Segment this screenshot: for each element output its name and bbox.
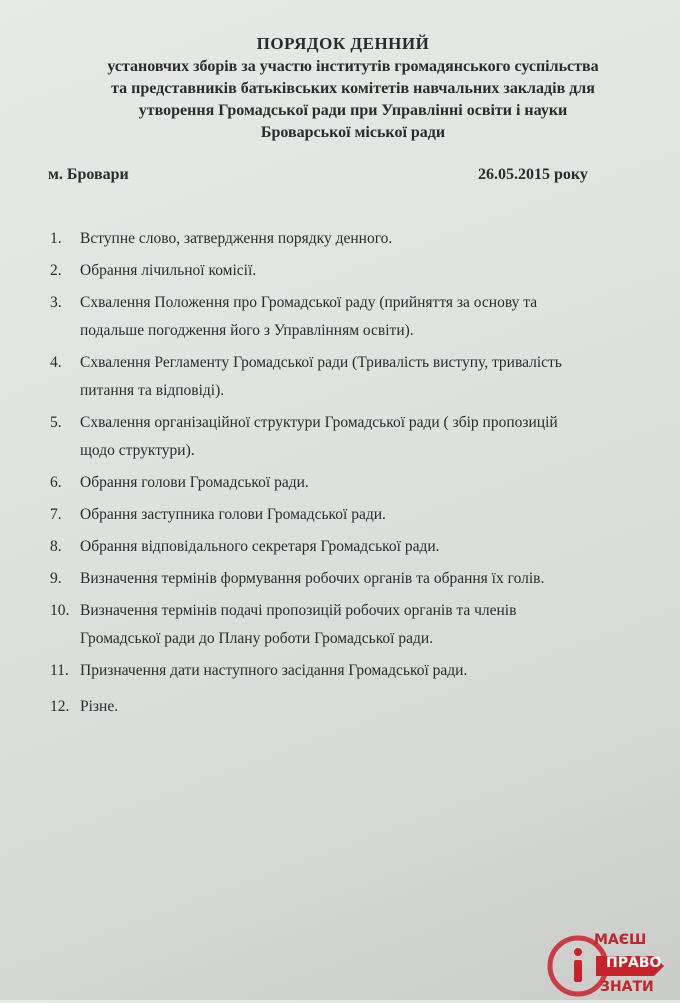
agenda-item-text: Обрання лічильної комісії. (80, 262, 257, 279)
agenda-item-text-continued: щодо структури). (80, 442, 195, 459)
agenda-item-text: Обрання голови Громадської ради. (80, 474, 309, 491)
page-title: ПОРЯДОК ДЕННИЙ (256, 34, 430, 53)
agenda-item (50, 352, 630, 402)
agenda-item-text: Вступне слово, затвердження порядку денного. (80, 230, 393, 247)
agenda-item (50, 228, 630, 250)
agenda-item-text: Схвалення Положення про Громадської раду (прийняття за основу та (80, 294, 538, 311)
agenda-item-number: 9. (50, 570, 62, 587)
agenda-item (50, 412, 630, 462)
agenda-item-number: 1. (50, 230, 62, 247)
header (0, 34, 680, 144)
subtitle-line: та представників батьківських комітетів навчальних закладів для (111, 80, 595, 97)
agenda-item-text: Визначення термінів подачі пропозицій робочих органів та членів (80, 602, 517, 619)
watermark-line2: ПРАВО (606, 955, 662, 971)
subtitle-line: установчих зборів за участю інститутів громадянського суспільства (107, 58, 599, 75)
agenda-item-number: 6. (50, 474, 62, 491)
agenda-item-text-continued: Громадської ради до Плану роботи Громадської ради. (80, 630, 434, 647)
agenda-item-text-continued: питання та відповіді). (80, 382, 225, 399)
agenda-item (50, 696, 630, 718)
agenda-item-number: 3. (50, 294, 62, 311)
watermark-line3: ЗНАТИ (600, 979, 654, 995)
agenda-item (50, 600, 630, 650)
watermark-logo (546, 930, 676, 998)
watermark-line1: МАЄШ (594, 932, 647, 948)
agenda-item-number: 10. (50, 602, 70, 619)
place: м. Бровари (48, 166, 129, 183)
subtitle-line: Броварської міської ради (260, 124, 446, 141)
agenda-item-text: Визначення термінів формування робочих органів та обрання їх голів. (80, 570, 545, 587)
agenda-item-number: 5. (50, 414, 62, 431)
agenda-item-text: Схвалення Регламенту Громадської ради (Тривалість виступу, тривалість (80, 354, 562, 371)
page-subtitle (0, 56, 680, 144)
agenda-item (50, 292, 630, 342)
agenda-item (50, 536, 630, 558)
agenda-item-text: Обрання відповідального секретаря Громадської ради. (80, 538, 440, 555)
subtitle-line: утворення Громадської ради при Управлінні освіти і науки (138, 102, 568, 119)
agenda-item-text-continued: подальше погодження його з Управлінням освіти). (80, 322, 414, 339)
agenda-item-text: Схвалення організаційної структури Громадської ради ( збір пропозицій (80, 414, 558, 431)
agenda-item-number: 12. (50, 698, 70, 715)
agenda-item-number: 7. (50, 506, 62, 523)
agenda-item-text: Різне. (80, 698, 119, 715)
agenda-item-number: 11. (50, 662, 69, 679)
agenda-item-number: 4. (50, 354, 62, 371)
agenda-item-text: Призначення дати наступного засідання Громадської ради. (80, 662, 468, 679)
agenda-item (50, 504, 630, 526)
agenda-item (50, 660, 630, 682)
agenda-list (50, 228, 630, 718)
agenda-item-text: Обрання заступника голови Громадської ради. (80, 506, 386, 523)
agenda-item (50, 568, 630, 590)
agenda-item-number: 8. (50, 538, 62, 555)
agenda-item (50, 260, 630, 282)
agenda-item (50, 472, 630, 494)
agenda-item-number: 2. (50, 262, 62, 279)
date: 26.05.2015 року (478, 166, 588, 183)
